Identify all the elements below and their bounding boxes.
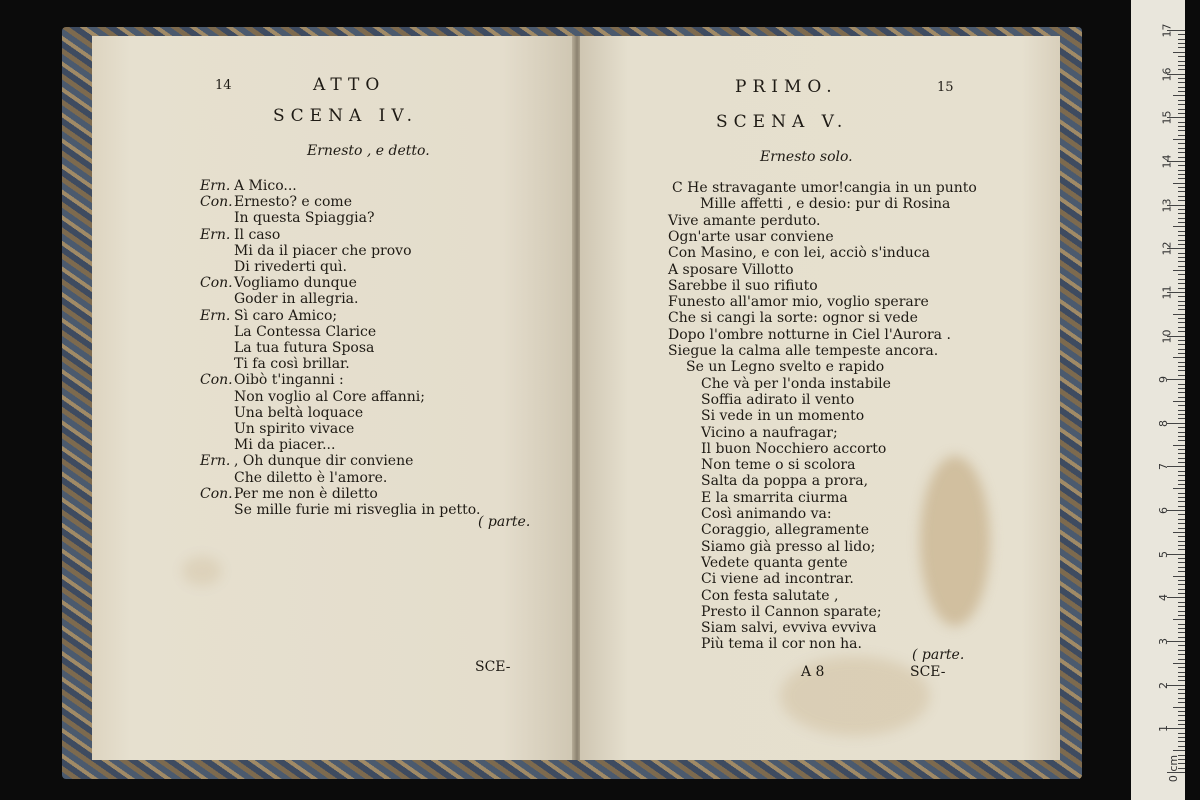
- dialogue-line: Mi da piacer...: [234, 437, 336, 454]
- dialogue-line: Per me non è diletto: [234, 485, 378, 502]
- dialogue-line: Sì caro Amico;: [234, 307, 338, 324]
- ruler-tick: [1178, 667, 1185, 668]
- ruler-tick: [1178, 266, 1185, 267]
- ruler-number: 5: [1157, 550, 1170, 558]
- dialogue-line: Che diletto è l'amore.: [234, 469, 388, 486]
- ruler-tick: [1178, 191, 1185, 192]
- ruler-tick: [1178, 484, 1185, 485]
- verse-line: C He stravagante umor!cangia in un punto: [672, 180, 977, 196]
- ruler-tick: [1178, 432, 1185, 433]
- ruler-tick: [1178, 737, 1185, 738]
- ruler-tick: [1178, 724, 1185, 725]
- ruler-tick: [1178, 87, 1185, 88]
- ruler-tick: [1178, 200, 1185, 201]
- right-scene-title: SCENA V.: [716, 112, 849, 132]
- ruler-tick: [1178, 659, 1185, 660]
- ruler-number: 9: [1157, 376, 1170, 384]
- dialogue-line: Un spirito vivace: [234, 421, 355, 437]
- ruler-tick: [1178, 143, 1185, 144]
- ruler-tick: [1178, 741, 1185, 742]
- dialogue-line: La tua futura Sposa: [234, 340, 375, 356]
- ruler-tick: [1178, 78, 1185, 79]
- ruler-tick: [1178, 589, 1185, 590]
- verse-line: Funesto all'amor mio, voglio sperare: [668, 294, 929, 311]
- verse-line: Più tema il cor non ha.: [701, 636, 862, 653]
- ruler-tick: [1178, 637, 1185, 638]
- ruler-tick: [1178, 493, 1185, 494]
- ruler-tick: [1178, 571, 1185, 572]
- verse-line: Sarebbe il suo rifiuto: [668, 277, 818, 294]
- ruler-tick: [1178, 148, 1185, 149]
- verse-line: Non teme o si scolora: [701, 457, 856, 474]
- verse-line: Così animando va:: [701, 506, 832, 522]
- dialogue-line: Non voglio al Core affanni;: [234, 388, 425, 405]
- verse-line: Con Masino, e con lei, acciò s'induca: [668, 245, 930, 262]
- ruler-tick: [1173, 270, 1185, 271]
- ruler-tick: [1173, 488, 1185, 489]
- ruler-tick: [1178, 746, 1185, 747]
- ruler-tick: [1178, 231, 1185, 232]
- ruler-tick: [1178, 152, 1185, 153]
- ruler-tick: [1178, 113, 1185, 114]
- dialogue-line: Il caso: [234, 226, 281, 243]
- verse-line: Vicino a naufragar;: [701, 424, 838, 441]
- dialogue-line: Ernesto? e come: [234, 194, 352, 211]
- left-exit: ( parte.: [478, 514, 531, 530]
- ruler-tick: [1178, 458, 1185, 459]
- ruler-tick: [1178, 209, 1185, 210]
- ruler-tick: [1178, 702, 1185, 703]
- verse-line: Siegue la calma alle tempeste ancora.: [668, 343, 939, 359]
- ruler-tick: [1178, 549, 1185, 550]
- speaker-label: Con.: [200, 372, 233, 389]
- water-stain: [920, 456, 990, 626]
- ruler-tick: [1178, 305, 1185, 306]
- dialogue-line: Di rivederti quì.: [234, 259, 347, 275]
- ruler-number: 16: [1160, 67, 1174, 82]
- verse-line: Salta da poppa a prora,: [701, 473, 869, 490]
- dialogue-line: Ti fa così brillar.: [234, 356, 350, 373]
- dialogue-line: In questa Spiaggia?: [234, 210, 375, 227]
- ruler-tick: [1178, 475, 1185, 476]
- verse-line: E la smarrita ciurma: [701, 489, 848, 506]
- ruler-tick: [1178, 318, 1185, 319]
- ruler-tick: [1178, 384, 1185, 385]
- ruler-tick: [1178, 462, 1185, 463]
- ruler-tick: [1178, 689, 1185, 690]
- ruler-tick: [1178, 196, 1185, 197]
- ruler-tick: [1178, 480, 1185, 481]
- ruler-tick: [1178, 244, 1185, 245]
- ruler-number: 7: [1157, 463, 1170, 471]
- ruler-tick: [1178, 715, 1185, 716]
- right-running-head: PRIMO.: [735, 77, 838, 97]
- ruler-tick: [1178, 344, 1185, 345]
- ruler-tick: [1178, 178, 1185, 179]
- ruler-tick: [1178, 309, 1185, 310]
- ruler-tick: [1178, 122, 1185, 123]
- ruler-tick: [1178, 720, 1185, 721]
- ruler-tick: [1178, 436, 1185, 437]
- verse-line: Presto il Cannon sparate;: [701, 603, 882, 620]
- ruler-number: 15: [1160, 110, 1174, 125]
- verse-line: Dopo l'ombre notturne in Ciel l'Aurora .: [668, 326, 951, 343]
- ruler-unit-label: 0 cm: [1167, 754, 1181, 783]
- ruler-tick: [1173, 183, 1185, 184]
- ruler-number: 1: [1157, 725, 1170, 733]
- ruler-tick: [1178, 253, 1185, 254]
- ruler-tick: [1178, 370, 1185, 371]
- ruler-number: 2: [1157, 681, 1170, 689]
- ruler-number: 12: [1160, 241, 1174, 256]
- ruler-number: 4: [1157, 594, 1170, 602]
- ruler-tick: [1178, 584, 1185, 585]
- ruler-tick: [1178, 418, 1185, 419]
- ruler-tick: [1178, 654, 1185, 655]
- ruler-tick: [1178, 528, 1185, 529]
- ruler-tick: [1178, 453, 1185, 454]
- ruler-tick: [1178, 514, 1185, 515]
- ruler-number: 17: [1160, 23, 1174, 38]
- ruler-tick: [1178, 39, 1185, 40]
- ruler-tick: [1173, 95, 1185, 96]
- ruler-tick: [1178, 680, 1185, 681]
- ruler-tick: [1178, 283, 1185, 284]
- ruler-number: 14: [1160, 154, 1174, 169]
- paper-stain: [182, 556, 222, 586]
- speaker-label: Ern.: [200, 307, 231, 324]
- signature-mark: A 8: [801, 664, 825, 680]
- speaker-label: Con.: [200, 194, 233, 211]
- verse-line: A sposare Villotto: [668, 261, 794, 278]
- ruler-tick: [1178, 69, 1185, 70]
- left-characters: Ernesto , e detto.: [307, 143, 430, 159]
- ruler-tick: [1173, 139, 1185, 140]
- ruler-tick: [1178, 414, 1185, 415]
- measuring-ruler: [1131, 0, 1185, 800]
- ruler-tick: [1173, 663, 1185, 664]
- ruler-tick: [1178, 218, 1185, 219]
- ruler-tick: [1178, 56, 1185, 57]
- ruler-tick: [1178, 235, 1185, 236]
- dialogue-line: Oibò t'inganni :: [234, 372, 344, 389]
- ruler-tick: [1178, 170, 1185, 171]
- ruler-tick: [1178, 672, 1185, 673]
- ruler-tick: [1178, 410, 1185, 411]
- ruler-tick: [1178, 240, 1185, 241]
- ruler-tick: [1178, 165, 1185, 166]
- dialogue-line: Mi da il piacer che provo: [234, 242, 412, 259]
- ruler-tick: [1173, 707, 1185, 708]
- ruler-tick: [1178, 449, 1185, 450]
- dialogue-line: A Mico...: [234, 178, 297, 194]
- ruler-tick: [1178, 632, 1185, 633]
- ruler-tick: [1178, 375, 1185, 376]
- verse-line: Vive amante perduto.: [668, 212, 821, 229]
- ruler-tick: [1178, 47, 1185, 48]
- ruler-tick: [1178, 366, 1185, 367]
- verse-line: Vedete quanta gente: [701, 554, 848, 571]
- ruler-tick: [1178, 288, 1185, 289]
- ruler-tick: [1178, 322, 1185, 323]
- ruler-tick: [1178, 43, 1185, 44]
- verse-line: Che và per l'onda instabile: [701, 375, 891, 392]
- ruler-tick: [1178, 427, 1185, 428]
- ruler-tick: [1178, 61, 1185, 62]
- right-characters: Ernesto solo.: [760, 149, 853, 165]
- ruler-tick: [1178, 104, 1185, 105]
- verse-line: Ci viene ad incontrar.: [701, 571, 854, 588]
- speaker-label: Con.: [200, 275, 233, 292]
- ruler-tick: [1178, 506, 1185, 507]
- ruler-tick: [1173, 52, 1185, 53]
- ruler-tick: [1178, 213, 1185, 214]
- ruler-tick: [1178, 34, 1185, 35]
- ruler-tick: [1178, 580, 1185, 581]
- ruler-tick: [1178, 327, 1185, 328]
- verse-line: Coraggio, allegramente: [701, 522, 869, 539]
- ruler-tick: [1178, 645, 1185, 646]
- ruler-tick: [1178, 82, 1185, 83]
- ruler-tick: [1178, 405, 1185, 406]
- ruler-tick: [1173, 532, 1185, 533]
- ruler-tick: [1178, 91, 1185, 92]
- ruler-tick: [1178, 135, 1185, 136]
- dialogue-line: Una beltà loquace: [234, 404, 364, 421]
- dialogue-line: Se mille furie mi risveglia in petto.: [234, 502, 481, 518]
- ruler-number: 10: [1160, 329, 1174, 344]
- verse-line: Siam salvi, evviva evviva: [701, 620, 877, 637]
- ruler-tick: [1178, 126, 1185, 127]
- ruler-number: 13: [1160, 198, 1174, 213]
- ruler-tick: [1178, 65, 1185, 66]
- ruler-tick: [1178, 676, 1185, 677]
- ruler-tick: [1178, 440, 1185, 441]
- ruler-tick: [1178, 301, 1185, 302]
- ruler-tick: [1178, 388, 1185, 389]
- ruler-tick: [1178, 615, 1185, 616]
- ruler-tick: [1178, 624, 1185, 625]
- verse-line: Siamo già presso al lido;: [701, 538, 876, 555]
- ruler-tick: [1178, 222, 1185, 223]
- ruler-tick: [1178, 593, 1185, 594]
- ruler-tick: [1178, 471, 1185, 472]
- verse-line: Mille affetti , e desio: pur di Rosina: [700, 196, 951, 213]
- speaker-label: Ern.: [200, 453, 231, 470]
- left-catchword: SCE-: [475, 659, 511, 675]
- ruler-tick: [1178, 497, 1185, 498]
- ruler-number: 11: [1160, 285, 1174, 300]
- ruler-tick: [1178, 501, 1185, 502]
- ruler-tick: [1178, 353, 1185, 354]
- ruler-tick: [1178, 650, 1185, 651]
- ruler-tick: [1178, 628, 1185, 629]
- dialogue-line: Goder in allegria.: [234, 291, 359, 308]
- ruler-tick: [1178, 536, 1185, 537]
- ruler-tick: [1178, 331, 1185, 332]
- ruler-tick: [1178, 340, 1185, 341]
- ruler-number: 6: [1157, 507, 1170, 515]
- ruler-tick: [1178, 109, 1185, 110]
- verse-line: Soffia adirato il vento: [701, 391, 855, 408]
- ruler-tick: [1178, 187, 1185, 188]
- ruler-tick: [1173, 619, 1185, 620]
- ruler-tick: [1178, 279, 1185, 280]
- ruler-tick: [1178, 274, 1185, 275]
- right-catchword: SCE-: [910, 664, 946, 680]
- ruler-tick: [1178, 157, 1185, 158]
- dialogue-line: , Oh dunque dir conviene: [234, 453, 414, 470]
- verse-line: Che si cangi la sorte: ognor si vede: [668, 310, 918, 327]
- ruler-tick: [1178, 392, 1185, 393]
- ruler-tick: [1178, 558, 1185, 559]
- ruler-tick: [1178, 296, 1185, 297]
- ruler-tick: [1178, 698, 1185, 699]
- ruler-tick: [1178, 562, 1185, 563]
- ruler-tick: [1178, 519, 1185, 520]
- ruler-tick: [1173, 357, 1185, 358]
- ruler-tick: [1178, 733, 1185, 734]
- ruler-tick: [1178, 130, 1185, 131]
- verse-line: Ogn'arte usar conviene: [668, 228, 834, 245]
- ruler-number: 8: [1157, 419, 1170, 427]
- ruler-tick: [1178, 611, 1185, 612]
- dialogue-line: Vogliamo dunque: [234, 275, 357, 292]
- ruler-tick: [1178, 541, 1185, 542]
- speaker-label: Con.: [200, 485, 233, 502]
- speaker-label: Ern.: [200, 226, 231, 243]
- ruler-tick: [1173, 314, 1185, 315]
- ruler-tick: [1178, 362, 1185, 363]
- verse-line: Si vede in un momento: [701, 408, 865, 425]
- right-page-number: 15: [937, 80, 954, 95]
- verse-line: Con festa salutate ,: [701, 587, 839, 604]
- ruler-tick: [1178, 693, 1185, 694]
- ruler-tick: [1173, 576, 1185, 577]
- left-running-head: ATTO: [313, 75, 386, 95]
- verse-line: Il buon Nocchiero accorto: [701, 440, 887, 457]
- ruler-tick: [1178, 261, 1185, 262]
- ruler-tick: [1178, 567, 1185, 568]
- left-scene-title: SCENA IV.: [273, 106, 419, 126]
- ruler-tick: [1178, 545, 1185, 546]
- ruler-tick: [1178, 711, 1185, 712]
- ruler-tick: [1178, 602, 1185, 603]
- ruler-tick: [1178, 257, 1185, 258]
- dialogue-line: La Contessa Clarice: [234, 323, 377, 340]
- ruler-tick: [1178, 523, 1185, 524]
- ruler-tick: [1173, 445, 1185, 446]
- ruler-tick: [1178, 174, 1185, 175]
- ruler-tick: [1178, 397, 1185, 398]
- ruler-tick: [1173, 401, 1185, 402]
- left-page-number: 14: [215, 78, 232, 93]
- ruler-number: 3: [1157, 638, 1170, 646]
- right-exit: ( parte.: [912, 647, 965, 663]
- ruler-tick: [1173, 750, 1185, 751]
- ruler-tick: [1178, 100, 1185, 101]
- speaker-label: Ern.: [200, 178, 231, 194]
- ruler-tick: [1178, 349, 1185, 350]
- verse-line: Se un Legno svelto e rapido: [686, 359, 885, 376]
- ruler-tick: [1173, 226, 1185, 227]
- ruler-tick: [1178, 606, 1185, 607]
